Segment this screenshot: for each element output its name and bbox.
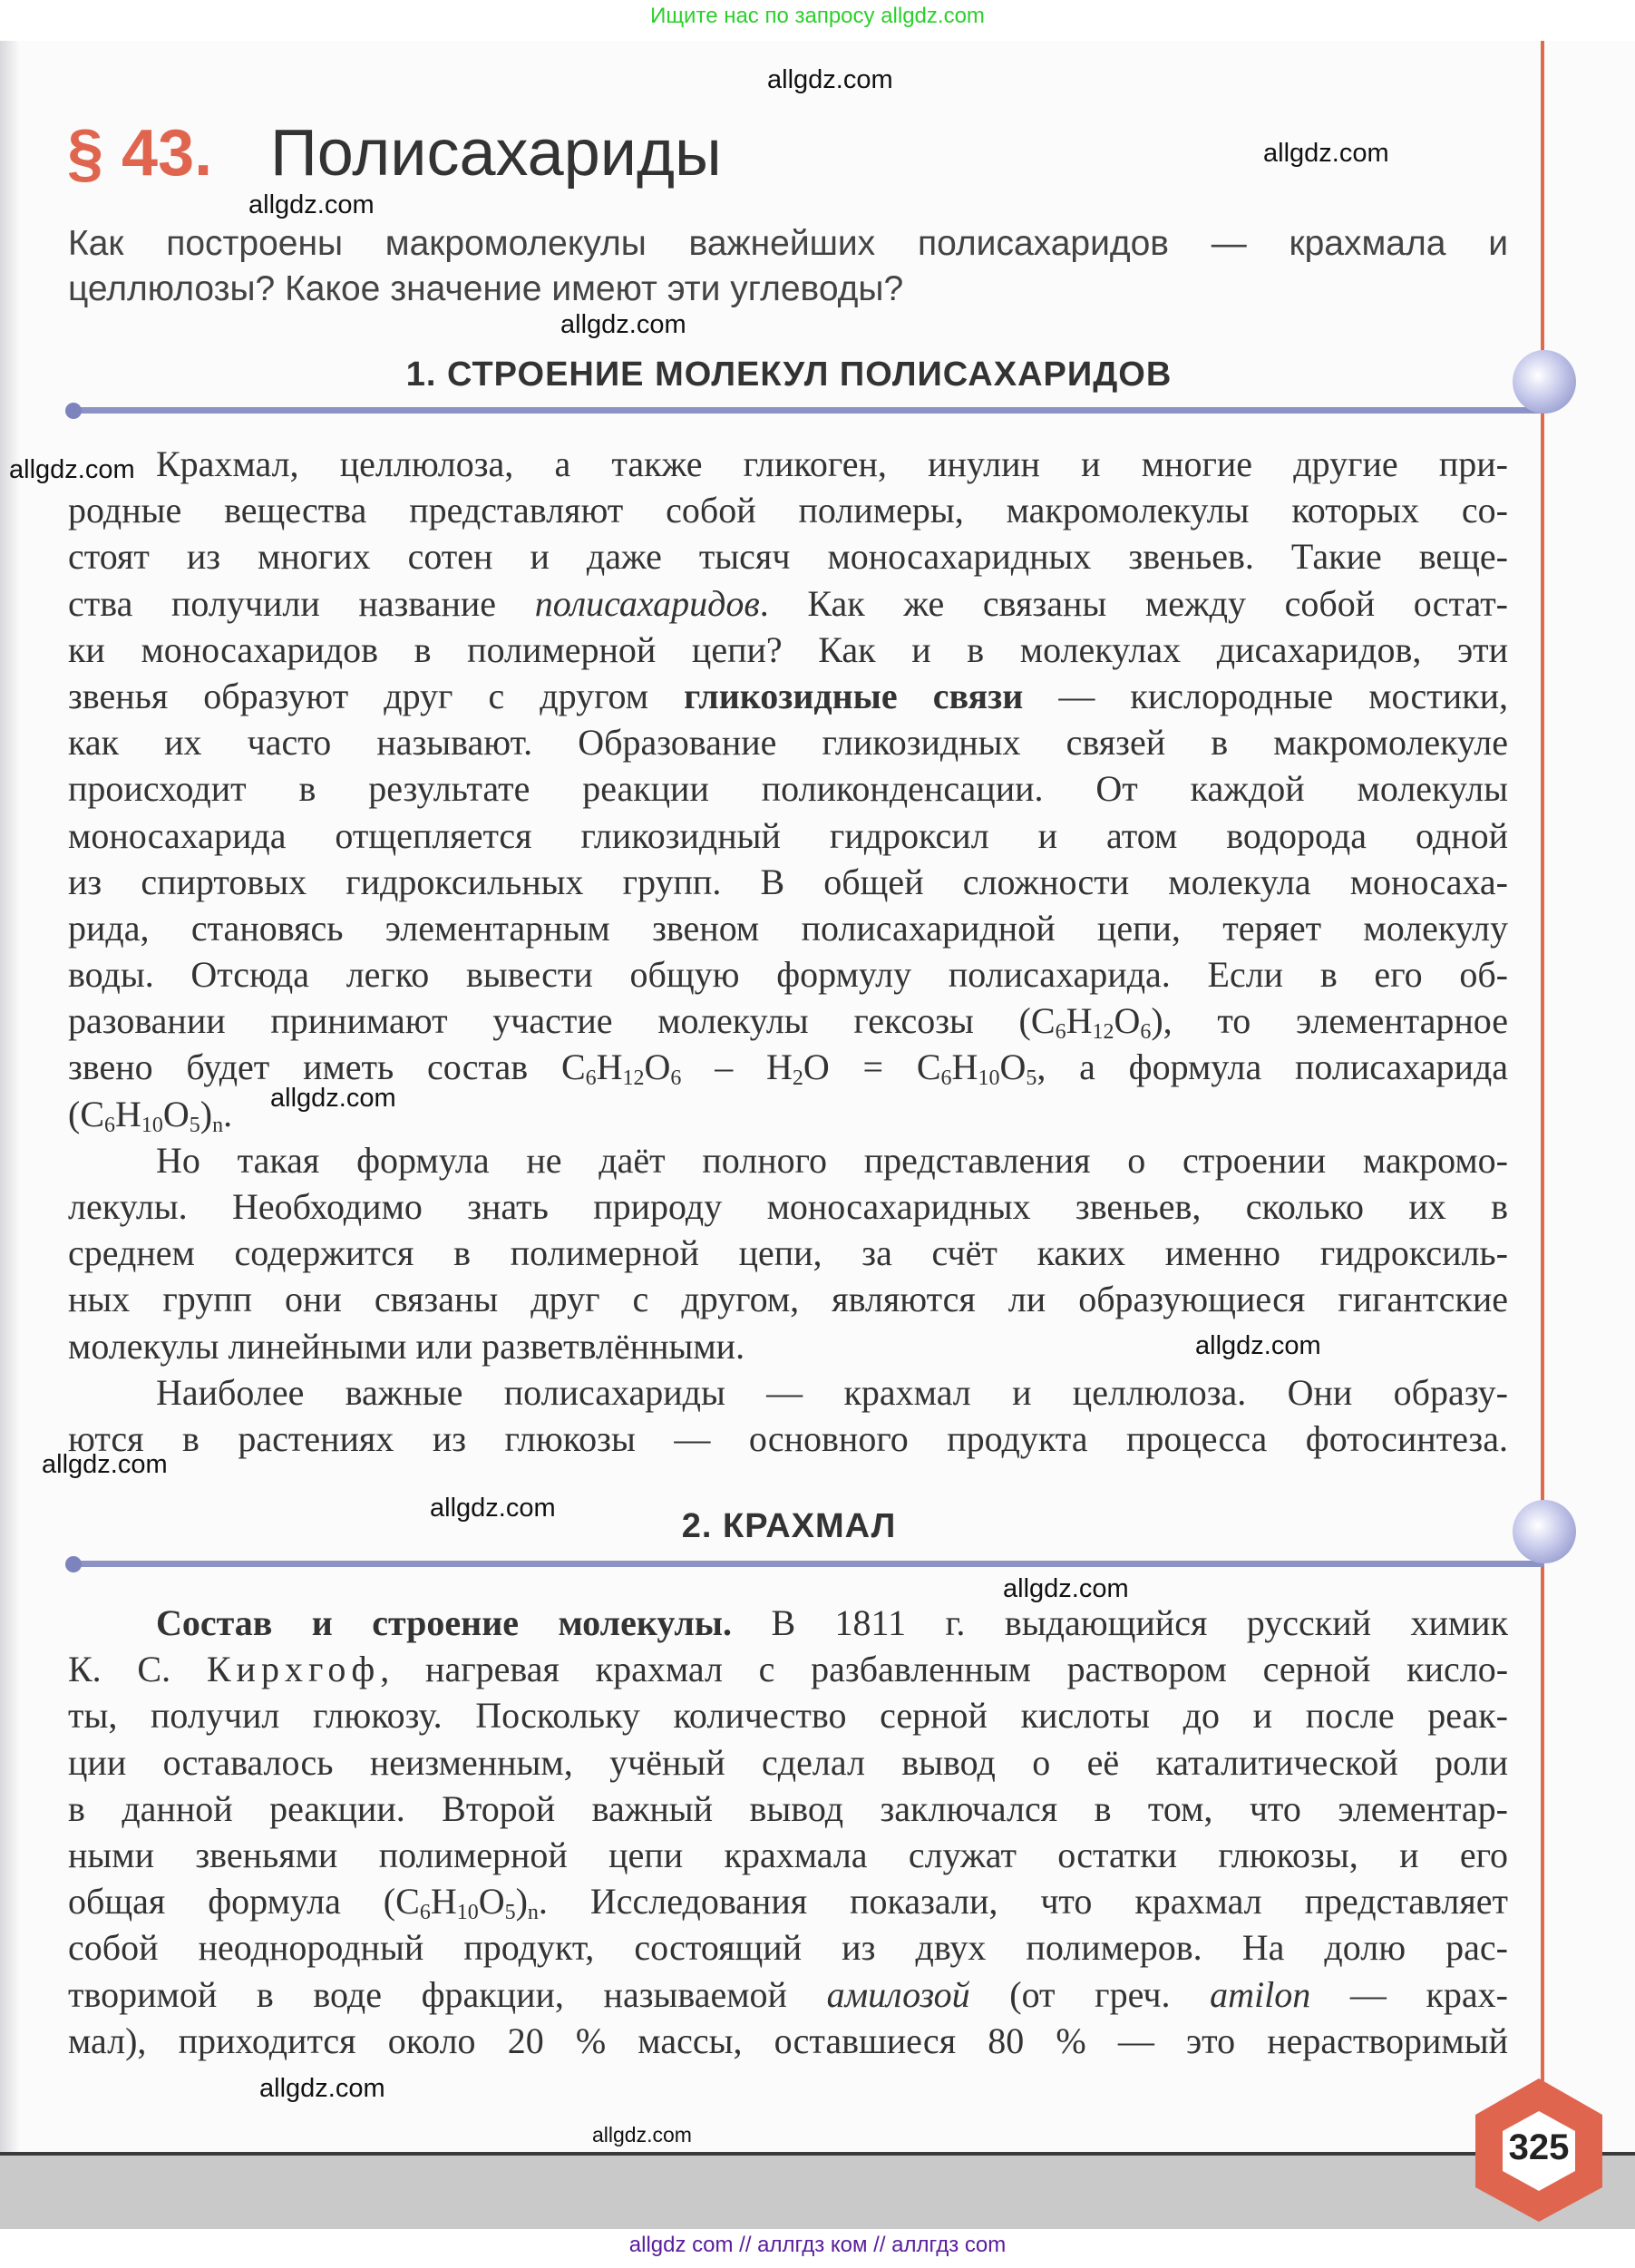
text-segment: собой неоднородный продукт, состоящий из двух полимеров. На долю рас- xyxy=(68,1927,1508,1969)
text-line xyxy=(68,1739,1508,1786)
text-segment: O = C xyxy=(803,1046,941,1088)
text-segment: ства получили название xyxy=(68,582,535,624)
subscript: 6 xyxy=(940,1066,952,1091)
text-segment: — кислородные мостики, xyxy=(1023,675,1509,716)
text-segment: среднем содержится в полимерной цепи, за счёт каких именно гидроксиль- xyxy=(68,1232,1508,1274)
text-segment: H xyxy=(596,1046,623,1088)
page-number: 325 xyxy=(1508,2127,1570,2167)
text-line xyxy=(68,441,1508,487)
text-line xyxy=(68,1786,1508,1832)
text-segment: звено будет иметь состав C xyxy=(68,1046,586,1088)
footer-banner[interactable]: allgdz com // аллгдз ком // аллгдз com xyxy=(628,2233,1007,2257)
subscript: 10 xyxy=(456,1901,479,1925)
text-segment: O xyxy=(478,1881,505,1922)
margin-red-line xyxy=(1541,41,1544,2081)
subscript: 5 xyxy=(504,1901,516,1925)
subscript: 12 xyxy=(622,1066,645,1091)
subscript: 6 xyxy=(1055,1020,1066,1045)
text-segment: ными звеньями полимерной цепи крахмала служат остатки глюкозы, и его xyxy=(68,1834,1508,1875)
text-line xyxy=(68,2018,1508,2064)
subscript: 2 xyxy=(792,1066,803,1091)
text-segment: ), то элементарное xyxy=(1151,1000,1508,1042)
page-bottom-band xyxy=(0,2152,1635,2229)
watermark: allgdz.com xyxy=(1195,1331,1321,1360)
text-line xyxy=(68,719,1508,765)
divider-ball-icon xyxy=(1513,350,1576,414)
watermark: allgdz.com xyxy=(560,310,686,339)
text-segment: ки моносахаридов в полимерной цепи? Как и в молекулах дисахаридов, эти xyxy=(68,628,1508,670)
text-segment: происходит в результате реакции поликонденсации. От каждой молекулы xyxy=(68,768,1508,810)
intro-question xyxy=(68,221,1508,312)
text-line xyxy=(68,580,1508,627)
text-segment: H xyxy=(951,1046,978,1088)
text-line xyxy=(68,951,1508,998)
text-segment: O xyxy=(999,1046,1027,1088)
subscript: 5 xyxy=(1026,1066,1037,1091)
text-segment: ) xyxy=(515,1881,528,1922)
divider-ball-icon xyxy=(1513,1500,1576,1563)
text-segment: H xyxy=(430,1881,457,1922)
text-segment: ции оставалось неизменным, учёный сделал вывод о её каталитической роли xyxy=(68,1741,1508,1783)
text-line xyxy=(68,813,1508,859)
divider-dot-icon xyxy=(65,1556,82,1572)
section-divider-bar xyxy=(73,1561,1544,1567)
text-segment: . Исследования показали, что крахмал представляет xyxy=(538,1881,1509,1922)
subscript: n xyxy=(527,1901,539,1925)
body-text-section-2 xyxy=(68,1600,1508,2064)
text-segment: звенья образуют друг с другом xyxy=(68,675,685,716)
text-segment: лекулы. Необходимо знать природу моносахаридных звеньев, сколько их в xyxy=(68,1186,1508,1227)
text-line xyxy=(68,859,1508,905)
subscript: 10 xyxy=(141,1113,163,1137)
watermark: allgdz.com xyxy=(592,2123,692,2146)
subscript: 6 xyxy=(1140,1020,1152,1045)
text-segment: O xyxy=(162,1093,190,1134)
text-line xyxy=(68,1878,1508,1924)
watermark: allgdz.com xyxy=(1263,139,1389,168)
paragraph-number: § 43. xyxy=(67,117,213,190)
text-line xyxy=(68,1416,1508,1462)
text-segment: К. С. xyxy=(68,1649,207,1690)
text-line xyxy=(68,533,1508,579)
bold-term: Состав и строение молекулы. xyxy=(156,1602,733,1643)
text-line xyxy=(68,673,1508,719)
text-segment: рида, становясь элементарным звеном полисахаридной цепи, теряет молекулу xyxy=(68,907,1508,949)
text-segment: . xyxy=(223,1093,233,1134)
subscript: 10 xyxy=(978,1066,1000,1091)
text-segment: стоят из многих сотен и даже тысяч моносахаридных звеньев. Такие веще- xyxy=(68,536,1508,578)
page-title: Полисахариды xyxy=(270,117,722,190)
watermark: allgdz.com xyxy=(248,190,375,219)
text-line xyxy=(68,1646,1508,1692)
text-segment: из спиртовых гидроксильных групп. В общей сложности молекула моносаха- xyxy=(68,861,1508,902)
subscript: 6 xyxy=(419,1901,431,1925)
subscript: n xyxy=(212,1113,224,1137)
text-segment: . Как же связаны между собой остат- xyxy=(759,582,1509,624)
section-heading-2: 2. КРАХМАЛ xyxy=(681,1507,897,1545)
text-line xyxy=(68,1832,1508,1878)
text-segment: O xyxy=(644,1046,671,1088)
text-line xyxy=(68,1924,1508,1971)
text-line xyxy=(68,1276,1508,1322)
text-segment: (от греч. xyxy=(969,1973,1211,2015)
italic-term: amilon xyxy=(1210,1973,1311,2015)
watermark: allgdz.com xyxy=(430,1494,556,1523)
text-line xyxy=(68,487,1508,533)
bold-term: гликозидные связи xyxy=(684,675,1024,716)
watermark: allgdz.com xyxy=(767,65,893,94)
text-segment: ных групп они связаны друг с другом, являются ли образующиеся гигантские xyxy=(68,1279,1508,1320)
watermark: allgdz.com xyxy=(9,455,135,484)
text-line xyxy=(68,1183,1508,1230)
text-segment: в данной реакции. Второй важный вывод заключался в том, что элементар- xyxy=(68,1787,1508,1829)
text-segment: — крах- xyxy=(1310,1973,1508,2015)
question-line: Как построены макромолекулы важнейших полисахаридов — крахмала и xyxy=(68,224,1508,263)
subscript: 5 xyxy=(189,1113,200,1137)
text-segment: (C xyxy=(68,1093,104,1134)
text-line xyxy=(68,1230,1508,1276)
text-segment: разовании принимают участие молекулы гексозы (C xyxy=(68,1000,1056,1042)
text-segment: ты, получил глюкозу. Поскольку количество серной кислоты до и после реак- xyxy=(68,1695,1508,1737)
text-segment: Но такая формула не даёт полного представления о строении макромо- xyxy=(156,1139,1508,1181)
text-line xyxy=(68,1600,1508,1646)
watermark: allgdz.com xyxy=(270,1084,396,1113)
subscript: 6 xyxy=(585,1066,597,1091)
section-divider-bar xyxy=(73,407,1544,414)
watermark: allgdz.com xyxy=(259,2074,385,2103)
text-line xyxy=(68,1692,1508,1738)
text-segment: O xyxy=(1114,1000,1141,1042)
text-line xyxy=(68,765,1508,812)
text-segment: воды. Отсюда легко вывести общую формулу полисахарида. Если в его об- xyxy=(68,954,1508,996)
subscript: 6 xyxy=(670,1066,682,1091)
text-segment: H xyxy=(1066,1000,1093,1042)
body-text-section-1 xyxy=(68,441,1508,1462)
section-heading-1: 1. СТРОЕНИЕ МОЛЕКУЛ ПОЛИСАХАРИДОВ xyxy=(405,355,1173,394)
text-segment: – H xyxy=(681,1046,793,1088)
text-line xyxy=(68,627,1508,673)
text-segment: творимой в воде фракции, называемой xyxy=(68,1973,827,2015)
top-search-banner[interactable]: Ищите нас по запросу allgdz.com xyxy=(650,4,985,28)
text-segment: как их часто называют. Образование гликозидных связей в макромолекуле xyxy=(68,722,1508,764)
text-segment: Наиболее важные полисахариды — крахмал и целлюлоза. Они образу- xyxy=(156,1371,1508,1413)
text-segment: молекулы линейными или разветвлёнными. xyxy=(68,1325,745,1367)
text-line xyxy=(68,1137,1508,1183)
text-segment: H xyxy=(115,1093,141,1134)
text-segment: , а формула полисахарида xyxy=(1036,1046,1508,1088)
text-segment: родные вещества представляют собой полимеры, макромолекулы которых со- xyxy=(68,490,1508,531)
watermark: allgdz.com xyxy=(42,1450,168,1479)
text-segment: Крахмал, целлюлоза, а также гликоген, инулин и многие другие при- xyxy=(156,443,1508,484)
question-line: целлюлозы? Какое значение имеют эти углеводы? xyxy=(68,269,904,308)
text-segment: ются в растениях из глюкозы — основного продукта процесса фотосинтеза. xyxy=(68,1417,1508,1459)
text-segment: мал), приходится около 20 % массы, оставшиеся 80 % — это нерастворимый xyxy=(68,2020,1508,2061)
italic-term: полисахаридов xyxy=(534,582,760,624)
text-line xyxy=(68,1971,1508,2018)
text-segment: ) xyxy=(200,1093,213,1134)
italic-term: амилозой xyxy=(826,1973,970,2015)
divider-dot-icon xyxy=(65,403,82,419)
spaced-name: Кирхгоф xyxy=(206,1649,381,1690)
text-segment: В 1811 г. выдающийся русский химик xyxy=(732,1602,1508,1643)
subscript: 12 xyxy=(1092,1020,1114,1045)
text-line xyxy=(68,1369,1508,1416)
text-segment: общая формула (C xyxy=(68,1881,420,1922)
text-line xyxy=(68,998,1508,1044)
text-segment: , нагревая крахмал с разбавленным раствором серной кисло- xyxy=(380,1649,1509,1690)
text-segment: моносахарида отщепляется гликозидный гидроксил и атом водорода одной xyxy=(68,814,1508,856)
subscript: 6 xyxy=(104,1113,115,1137)
watermark: allgdz.com xyxy=(1003,1574,1129,1603)
text-line xyxy=(68,905,1508,951)
